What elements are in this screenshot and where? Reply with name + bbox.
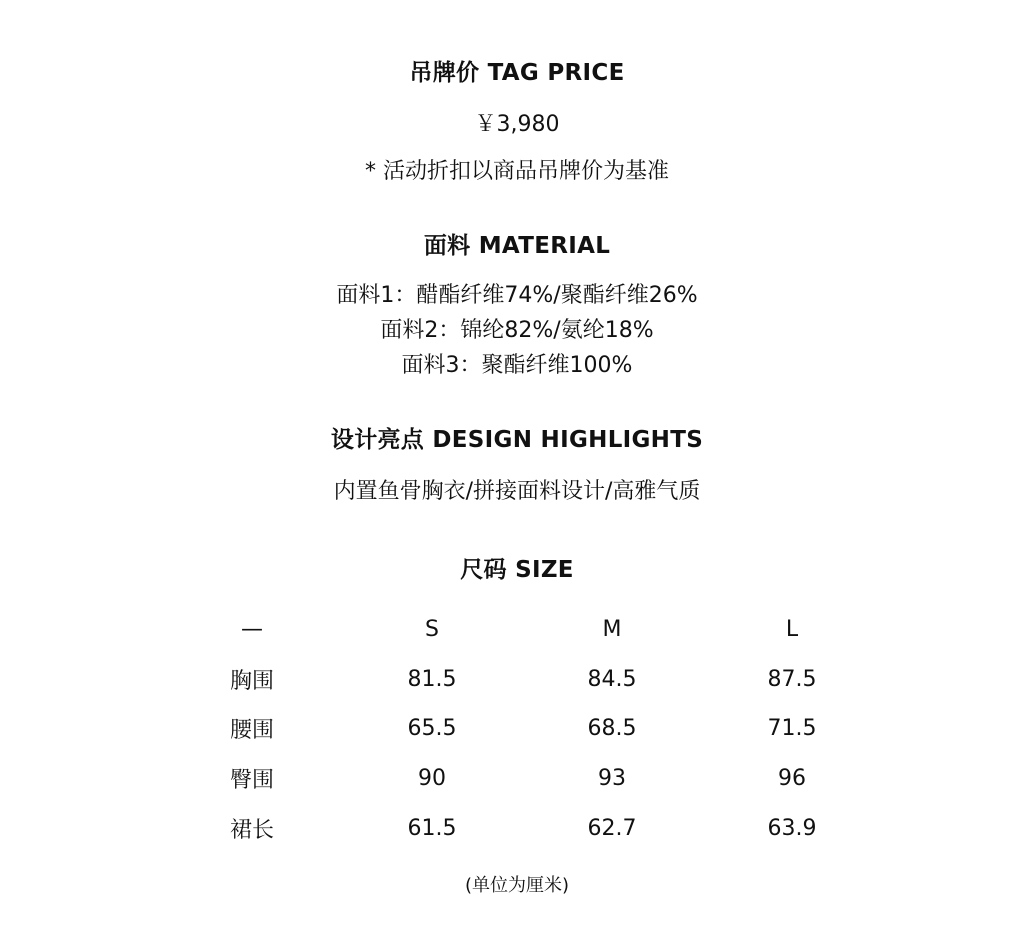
size-heading: 尺码 SIZE <box>460 557 574 583</box>
material-line-1: 面料1：醋酯纤维74%/聚酯纤维26% <box>336 283 698 308</box>
size-cell: 62.7 <box>587 815 637 841</box>
material-line-2: 面料2：锦纶82%/氨纶18% <box>380 318 654 343</box>
material-heading: 面料 MATERIAL <box>423 233 611 259</box>
size-header-s: S <box>425 617 439 643</box>
size-cell: 87.5 <box>767 666 817 692</box>
size-cell: 90 <box>418 766 446 792</box>
size-row-waist <box>162 704 882 754</box>
size-row-label: 腰围 <box>229 718 274 744</box>
size-row-label: 胸围 <box>229 668 274 694</box>
tag-price-heading: 吊牌价 TAG PRICE <box>409 60 625 86</box>
size-row-label: 裙长 <box>229 817 274 843</box>
size-header-row <box>162 605 882 655</box>
size-header-m: M <box>602 617 622 643</box>
size-cell: 96 <box>778 766 806 792</box>
size-cell: 93 <box>598 766 626 792</box>
size-row-bust <box>162 655 882 705</box>
discount-note: * 活动折扣以商品吊牌价为基准 <box>365 159 669 184</box>
size-header-corner: — <box>241 617 263 643</box>
size-header-l: L <box>785 617 799 643</box>
size-cell: 81.5 <box>407 666 457 692</box>
size-cell: 84.5 <box>587 666 637 692</box>
size-cell: 71.5 <box>767 716 817 742</box>
highlights-heading: 设计亮点 DESIGN HIGHLIGHTS <box>330 427 704 453</box>
material-list <box>0 278 1034 383</box>
size-cell: 65.5 <box>407 716 457 742</box>
size-row-label: 臀围 <box>229 768 274 794</box>
tag-price-value: ￥3,980 <box>474 112 560 137</box>
size-table <box>162 605 882 853</box>
size-cell: 63.9 <box>767 815 817 841</box>
size-cell: 68.5 <box>587 716 637 742</box>
material-line-3: 面料3：聚酯纤维100% <box>401 353 633 378</box>
size-cell: 61.5 <box>407 815 457 841</box>
highlights-text: 内置鱼骨胸衣/拼接面料设计/高雅气质 <box>333 479 701 504</box>
size-row-length <box>162 803 882 853</box>
size-row-hip <box>162 754 882 804</box>
unit-note: (单位为厘米) <box>464 875 570 896</box>
